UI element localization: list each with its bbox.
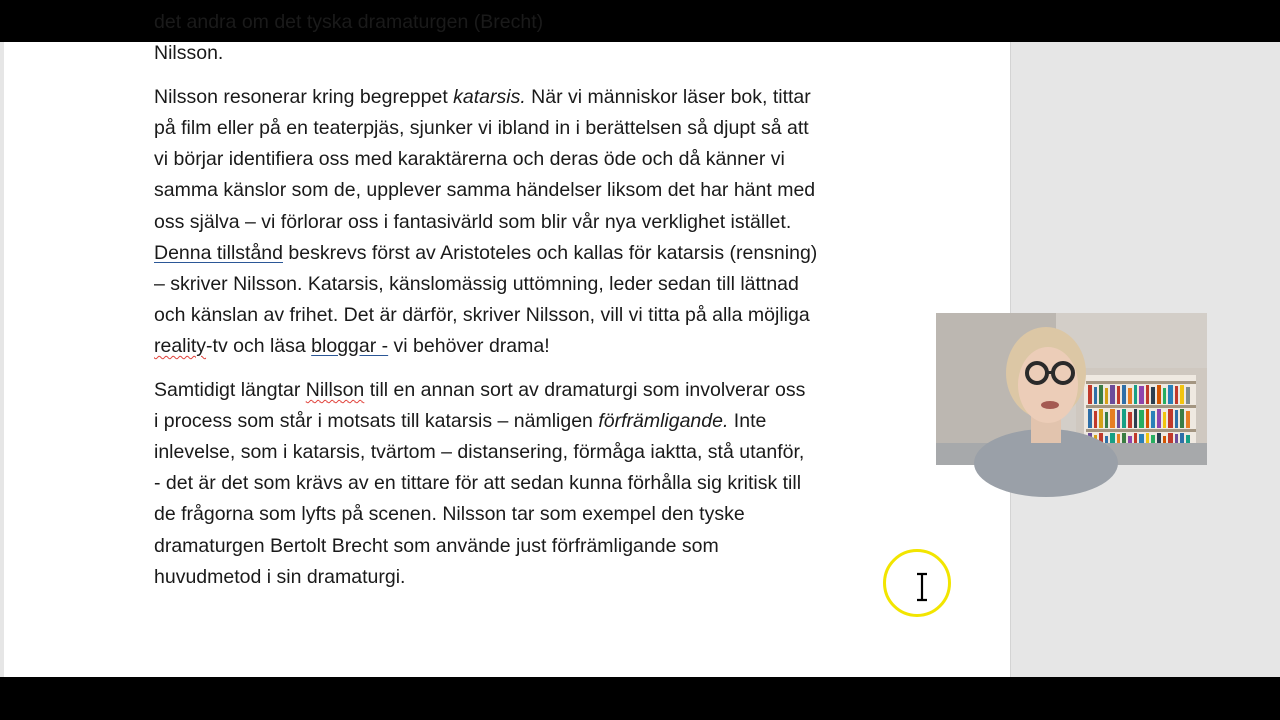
text-line	[154, 375, 899, 406]
text-run: Inte	[728, 410, 767, 433]
italic-term: katarsis.	[453, 86, 526, 109]
text-line: och känslan av frihet. Det är därför, skriver Nilsson, vill vi titta på alla möjliga	[154, 303, 810, 326]
text-line	[154, 406, 899, 437]
bottom-letterbox	[0, 677, 1280, 720]
italic-term: förfrämligande.	[598, 410, 729, 433]
text-run: -tv och läsa	[206, 334, 312, 357]
text-run: i process som står i motsats till katarsis – nämligen	[154, 410, 599, 433]
grammar-flagged-text[interactable]: bloggar -	[311, 334, 389, 357]
text-line: oss själva – vi förlorar oss i fantasivärld som blir vår nya verklighet istället.	[154, 210, 792, 233]
webcam-overlay	[936, 313, 1207, 465]
paragraph-1	[154, 7, 899, 69]
text-run: När vi människor läser bok, tittar	[525, 86, 811, 109]
text-run: till en annan sort av dramaturgi som involverar oss	[364, 379, 806, 402]
text-run: Nilsson resonerar kring begreppet	[154, 86, 454, 109]
text-ibeam-cursor-icon	[914, 572, 930, 602]
clipped-line: det andra om det tyska dramaturgen (Brecht)	[154, 11, 544, 33]
paragraph-2	[154, 82, 899, 362]
text-line: inlevelse, som i katarsis, tvärtom – distansering, förmåga iaktta, stå utanför,	[154, 441, 805, 464]
spelling-flagged-word[interactable]: reality	[154, 334, 207, 357]
text-line: huvudmetod i sin dramaturgi.	[154, 565, 406, 588]
document-body[interactable]	[154, 7, 899, 606]
text-line	[154, 238, 899, 269]
document-page[interactable]	[4, 11, 1011, 677]
text-line: samma känslor som de, upplever samma händelser liksom det har hänt med	[154, 179, 816, 202]
text-line	[154, 331, 899, 362]
text-line: på film eller på en teaterpjäs, sjunker vi ibland in i berättelsen så djupt så att	[154, 117, 809, 140]
paragraph-1-end: Nilsson.	[154, 42, 224, 65]
text-line: - det är det som krävs av en tittare för att sedan kunna förhålla sig kritisk till	[154, 472, 802, 495]
text-line: vi börjar identifiera oss med karaktärerna och deras öde och då känner vi	[154, 148, 785, 171]
text-line	[154, 82, 899, 113]
text-line: de frågorna som lyfts på scenen. Nilsson tar som exempel den tyske	[154, 503, 745, 526]
text-line: – skriver Nilsson. Katarsis, känslomässig uttömning, leder sedan till lättnad	[154, 272, 799, 295]
text-run: beskrevs först av Aristoteles och kallas för katarsis (rensning)	[283, 241, 818, 264]
text-run: vi behöver drama!	[388, 334, 550, 357]
grammar-flagged-text[interactable]: Denna tillstånd	[154, 241, 283, 264]
spelling-flagged-word[interactable]: Nillson	[305, 379, 365, 402]
text-line: dramaturgen Bertolt Brecht som använde just förfrämligande som	[154, 534, 719, 557]
text-run: Samtidigt längtar	[154, 379, 306, 402]
paragraph-3	[154, 375, 899, 593]
person-video-icon	[936, 313, 1207, 465]
